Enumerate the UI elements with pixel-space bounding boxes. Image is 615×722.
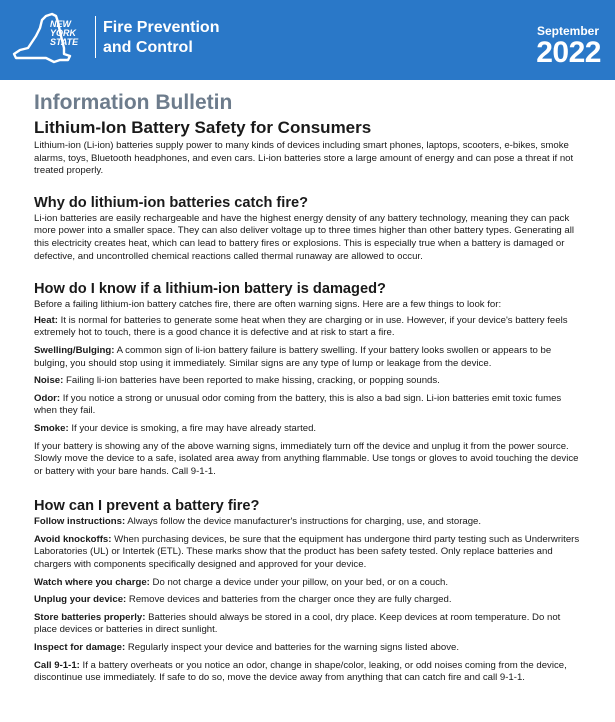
document-title: Lithium-Ion Battery Safety for Consumers [34, 118, 372, 137]
warning-sign-item [34, 375, 584, 388]
item-label: Smoke: [34, 422, 69, 434]
prevention-tip-item [34, 642, 584, 655]
section-heading-prevent: How can I prevent a battery fire? [34, 498, 260, 515]
logo-line-state: STATE [50, 37, 79, 47]
document-type: Information Bulletin [34, 91, 233, 114]
section-heading-why: Why do lithium-ion batteries catch fire? [34, 194, 309, 211]
item-label: Swelling/Bulging: [34, 344, 115, 356]
logo-line-york: YORK [50, 28, 77, 38]
state-logo-text [50, 20, 92, 47]
item-label: Store batteries properly: [34, 611, 146, 623]
section-heading-damaged: How do I know if a lithium-ion battery is damaged? [34, 281, 386, 298]
item-text: Failing li-ion batteries have been reported to make hissing, cracking, or popping sounds. [63, 375, 440, 387]
prevention-tip-item [34, 612, 584, 637]
warning-sign-item [34, 393, 584, 418]
item-text: If your device is smoking, a fire may have already started. [68, 422, 317, 434]
header-banner [0, 0, 615, 80]
bulletin-content [34, 90, 584, 685]
item-label: Noise: [34, 375, 64, 387]
prevention-tip-item [34, 577, 584, 590]
item-label: Heat: [34, 314, 58, 326]
item-text: When purchasing devices, be sure that the equipment has undergone third party testing such as Underwriters Laboratories (UL) or Intertek (ETL). These marks show that the product has been safety tested. Only replace batteries and chargers with components specifically designed and approved for your device. [34, 533, 580, 571]
item-text: Do not charge a device under your pillow, on your bed, or on a couch. [149, 576, 448, 588]
item-label: Inspect for damage: [34, 642, 126, 654]
item-text: If you notice a strong or unusual odor coming from the battery, this is also a bad sign. Li-ion batteries emit toxic fumes when they fail. [34, 392, 562, 417]
item-label: Call 9-1-1: [34, 659, 80, 671]
item-text: A common sign of li-ion battery failure is battery swelling. If your battery looks swollen or appears to be bulging, you should stop using it immediately. Similar signs are any type of lump or leakage from the device. [34, 344, 552, 369]
item-text: Batteries should always be stored in a cool, dry place. Keep devices at room temperature. Do not place devices or batteries in direct sunlight. [34, 611, 561, 636]
item-text: If a battery overheats or you notice an odor, change in shape/color, leaking, or odd noises coming from the device, discontinue use immediately. If safe to do so, move the device away from anything that can catch fire and call 9-1-1. [34, 659, 567, 684]
program-name [103, 18, 219, 58]
item-label: Unplug your device: [34, 594, 127, 606]
program-line-2: and Control [103, 39, 193, 56]
prevention-tip-item [34, 594, 584, 607]
item-label: Avoid knockoffs: [34, 533, 112, 545]
banner-divider [95, 16, 96, 58]
program-line-1: Fire Prevention [103, 19, 220, 36]
warning-sign-item [34, 423, 584, 436]
intro-paragraph: Lithium-ion (Li-ion) batteries supply power to many kinds of devices including smart phones, laptops, scooters, e-bikes, smoke alarms, toys, Bluetooth headphones, and even cars. Li-ion batteries store a large amount of energy and can pose a threat if not treated properly. [34, 140, 574, 177]
item-text: Regularly inspect your device and batteries for the warning signs listed above. [125, 642, 460, 654]
issue-year: 2022 [536, 36, 601, 69]
item-label: Follow instructions: [34, 516, 126, 528]
section-closing-damaged: If your battery is showing any of the above warning signs, immediately turn off the device and unplug it from the power source. Slowly move the device to a safe, isolated area away from anything flammable. Use tongs or gloves to avoid touching the device or battery with your bare hands. Call 9-1-1. [34, 440, 579, 477]
logo-line-new: NEW [50, 19, 71, 29]
item-label: Odor: [34, 392, 61, 404]
item-label: Watch where you charge: [34, 576, 150, 588]
warning-sign-item [34, 345, 584, 370]
item-text: Remove devices and batteries from the charger once they are fully charged. [126, 594, 452, 606]
section-lead-damaged: Before a failing lithium-ion battery catches fire, there are often warning signs. Here are a few things to look for: [34, 299, 502, 311]
item-text: Always follow the device manufacturer's instructions for charging, use, and storage. [125, 516, 482, 528]
prevention-tip-item [34, 534, 584, 572]
issue-month: September [536, 24, 599, 38]
prevention-tip-item [34, 660, 584, 685]
item-text: It is normal for batteries to generate some heat when they are charging or in use. However, if your device's battery feels extremely hot to touch, there is a good chance it is defective and at risk to start a fire. [34, 314, 568, 339]
prevention-tip-item [34, 516, 584, 529]
warning-sign-item [34, 315, 584, 340]
section-body-why: Li-ion batteries are easily rechargeable and have the highest energy density of any battery technology, meaning they can pack more power into a smaller space. They can also deliver voltage up to three times higher than other battery types. Generating all this electricity creates heat, which can lead to battery fires or explosions. This is especially true when a battery is damaged or defective, and uncontrolled chemical reactions called thermal runaway are allowed to occur. [34, 212, 575, 262]
